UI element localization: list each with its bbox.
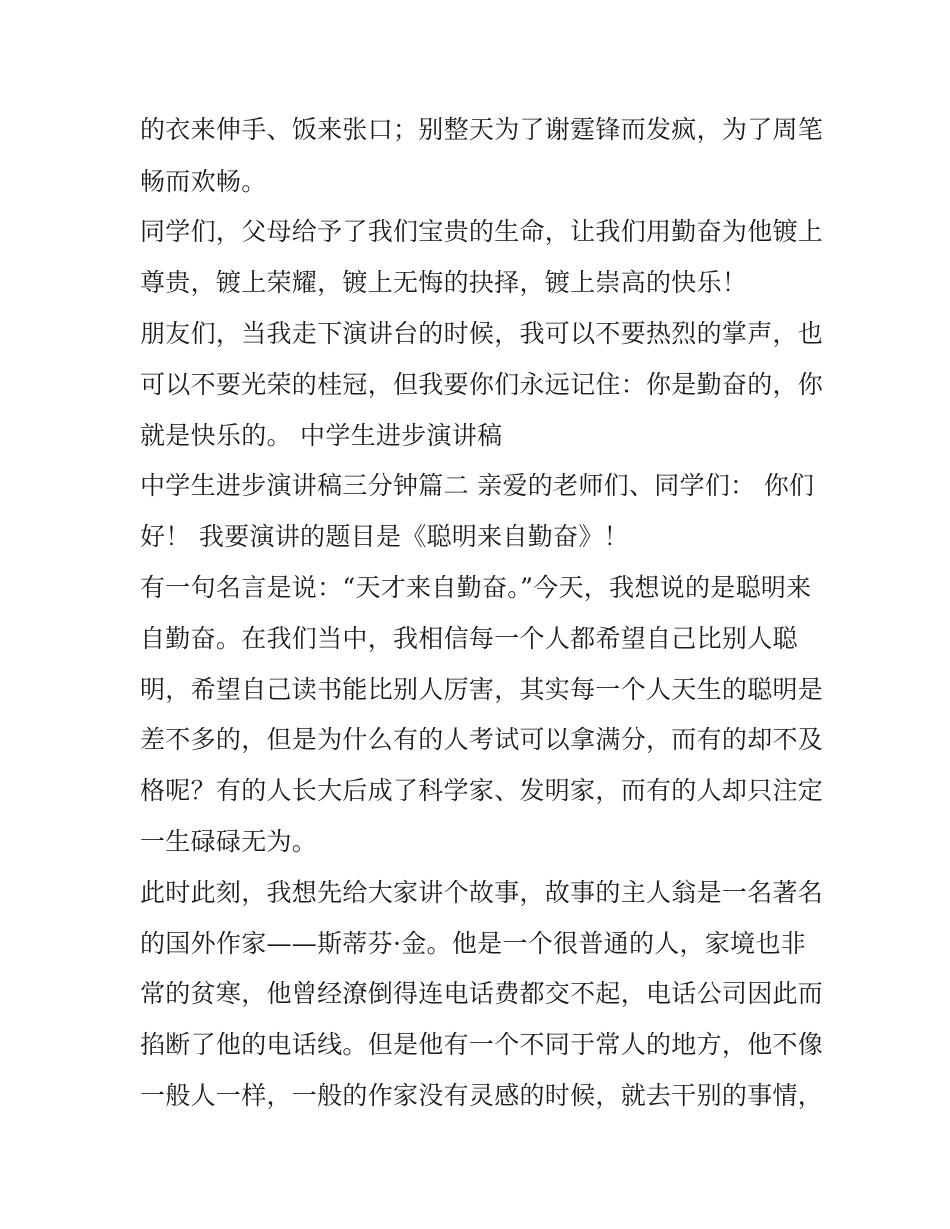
text-line: 明，希望自己读书能比别人厉害，其实每一个人天生的聪明是 [140,675,824,704]
text-line: 有一句名言是说：“天才来自勤奋。”今天，我想说的是聪明来 [140,573,812,602]
text-line: 尊贵，镀上荣耀，镀上无悔的抉择，镀上崇高的快乐！ [140,268,748,297]
text-line: 格呢？有的人长大后成了科学家、发明家，而有的人却只注定 [140,776,824,805]
text-line: 常的贫寒，他曾经潦倒得连电话费都交不起，电话公司因此而 [140,979,824,1008]
text-line: 可以不要光荣的桂冠，但我要你们永远记住：你是勤奋的，你 [140,370,824,399]
text-line: 自勤奋。在我们当中，我相信每一个人都希望自己比别人聪 [140,624,798,653]
text-line: 的国外作家——斯蒂芬·金。他是一个很普通的人，家境也非 [140,929,807,958]
text-line: 畅而欢畅。 [140,167,267,196]
text-line: 好！ 我要演讲的题目是《聪明来自勤奋》！ [140,522,629,551]
text-line: 中学生进步演讲稿三分钟篇二 亲爱的老师们、同学们： 你们 [140,471,815,500]
text-line: 就是快乐的。 中学生进步演讲稿 [140,421,503,450]
text-line: 朋友们，当我走下演讲台的时候，我可以不要热烈的掌声，也 [140,319,824,348]
text-line: 差不多的，但是为什么有的人考试可以拿满分，而有的却不及 [140,725,824,754]
text-line: 一生碌碌无为。 [140,827,318,856]
text-line: 此时此刻，我想先给大家讲个故事，故事的主人翁是一名著名 [140,878,824,907]
text-line: 掐断了他的电话线。但是他有一个不同于常人的地方，他不像 [140,1030,824,1059]
text-line: 同学们，父母给予了我们宝贵的生命，让我们用勤奋为他镀上 [140,217,824,246]
text-line: 一般人一样，一般的作家没有灵感的时候，就去干别的事情， [140,1081,824,1110]
text-line: 的衣来伸手、饭来张口；别整天为了谢霆锋而发疯，为了周笔 [140,115,824,144]
